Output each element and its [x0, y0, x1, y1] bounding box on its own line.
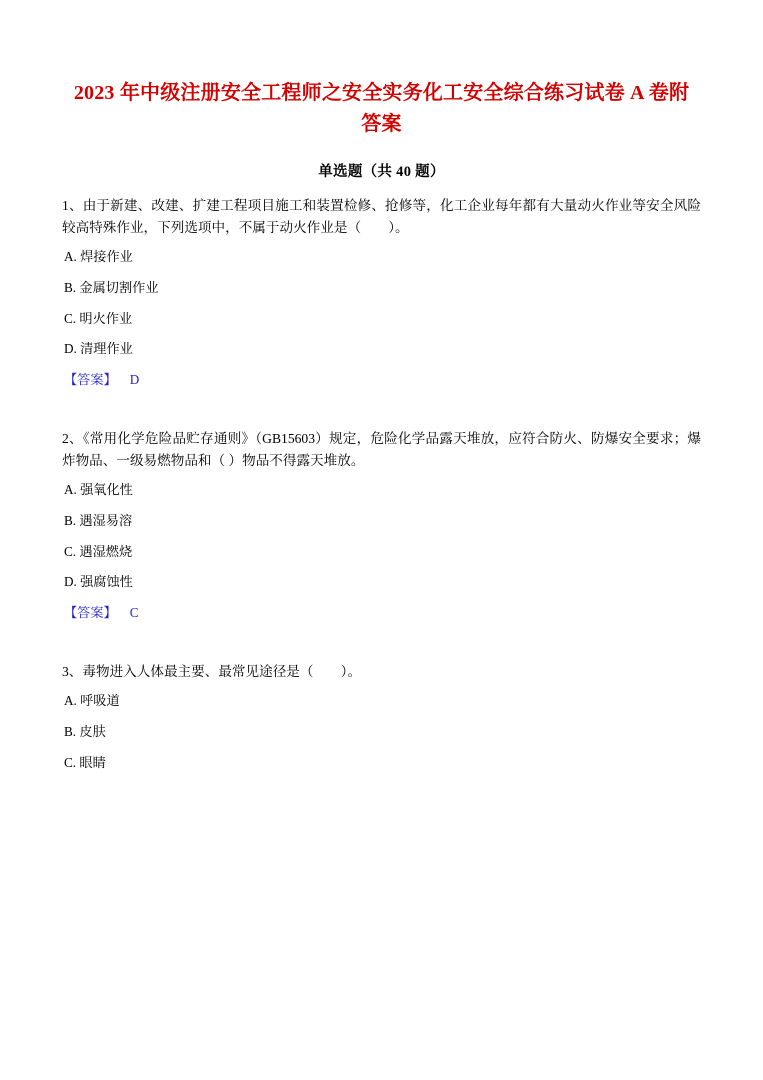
- answer-row: [64, 370, 701, 390]
- section-heading: 单选题（共 40 题）: [318, 164, 445, 180]
- question-option[interactable]: B. 金属切割作业: [64, 279, 159, 295]
- answer-value: C: [129, 605, 139, 621]
- question-option[interactable]: D. 清理作业: [64, 341, 133, 357]
- answer-row: [64, 603, 701, 623]
- question-option[interactable]: C. 眼睛: [64, 754, 106, 770]
- spacer: [62, 627, 701, 661]
- question-item: [62, 195, 701, 390]
- question-option[interactable]: B. 遇湿易溶: [64, 512, 133, 528]
- question-option[interactable]: A. 焊接作业: [64, 249, 133, 265]
- question-item: [62, 661, 701, 772]
- question-option[interactable]: B. 皮肤: [64, 723, 106, 739]
- question-option[interactable]: C. 遇湿燃烧: [64, 543, 133, 559]
- question-option[interactable]: D. 强腐蚀性: [64, 574, 133, 590]
- question-option[interactable]: A. 强氧化性: [64, 482, 133, 498]
- question-stem: 1、由于新建、改建、扩建工程项目施工和装置检修、抢修等，化工企业每年都有大量动火作业等安全风险较高特殊作业，下列选项中，不属于动火作业是（ ）。: [62, 198, 701, 236]
- question-stem: 3、毒物进入人体最主要、最常见途径是（ ）。: [62, 664, 362, 680]
- question-item: [62, 428, 701, 623]
- question-stem: 2、《常用化学危险品贮存通则》（GB15603）规定，危险化学品露天堆放，应符合防火、防爆安全要求；爆炸物品、一级易燃物品和（ ）物品不得露天堆放。: [62, 431, 701, 469]
- page-title: 2023 年中级注册安全工程师之安全实务化工安全综合练习试卷 A 卷附答案: [73, 82, 690, 135]
- answer-label: 【答案】: [64, 605, 117, 621]
- answer-value: D: [129, 372, 140, 388]
- answer-label: 【答案】: [64, 372, 117, 388]
- spacer: [62, 394, 701, 428]
- question-option[interactable]: A. 呼吸道: [64, 693, 120, 709]
- question-option[interactable]: C. 明火作业: [64, 310, 133, 326]
